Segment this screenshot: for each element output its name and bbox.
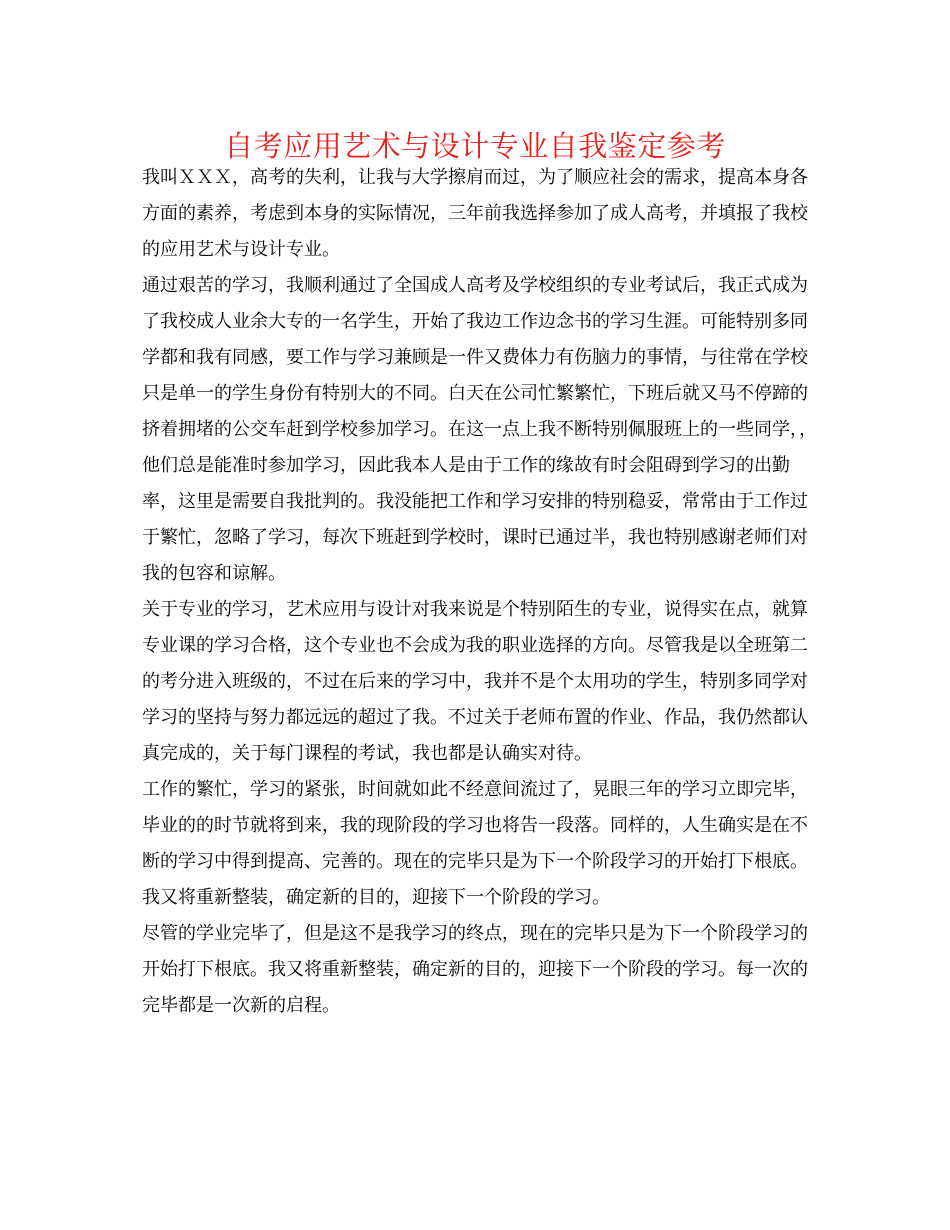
document-body bbox=[142, 160, 818, 1024]
paragraph-2: 通过艰苦的学习，我顺利通过了全国成人高考及学校组织的专业考试后，我正式成为了我校成人业余大专的一名学生，开始了我边工作边念书的学习生涯。可能特别多同学都和我有同感，要工作与学习兼顾是一件又费体力有伤脑力的事情，与往常在学校只是单一的学生身份有特别大的不同。白天在公司忙繁繁忙，下班后就又马不停蹄的挤着拥堵的公交车赶到学校参加学习。在这一点上我不断特别佩服班上的一些同学，，他们总是能准时参加学习，因此我本人是由于工作的缘故有时会阻碍到学习的出勤率，这里是需要自我批判的。我没能把工作和学习安排的特别稳妥，常常由于工作过于繁忙，忽略了学习，每次下班赶到学校时，课时已通过半，我也特别感谢老师们对我的包容和谅解。 bbox=[142, 275, 817, 584]
paragraph-4: 工作的繁忙，学习的紧张，时间就如此不经意间流过了，晃眼三年的学习立即完毕，毕业的的时节就将到来，我的现阶段的学习也将告一段落。同样的，人生确实是在不断的学习中得到提高、完善的。现在的完毕只是为下一个阶段学习的开始打下根底。我又将重新整装，确定新的目的，迎接下一个阶段的学习。 bbox=[142, 779, 808, 908]
paragraph-5: 尽管的学业完毕了，但是这不是我学习的终点，现在的完毕只是为下一个阶段学习的开始打下根底。我又将重新整装，确定新的目的，迎接下一个阶段的学习。每一次的完毕都是一次新的启程。 bbox=[142, 923, 808, 1016]
paragraph-1: 我叫ＸＸＸ，高考的失利，让我与大学擦肩而过，为了顺应社会的需求，提高本身各方面的素养，考虑到本身的实际情况，三年前我选择参加了成人高考，并填报了我校的应用艺术与设计专业。 bbox=[142, 167, 808, 260]
paragraph-3: 关于专业的学习，艺术应用与设计对我来说是个特别陌生的专业，说得实在点，就算专业课的学习合格，这个专业也不会成为我的职业选择的方向。尽管我是以全班第二的考分进入班级的，不过在后来的学习中，我并不是个太用功的学生，特别多同学对学习的坚持与努力都远远的超过了我。不过关于老师布置的作业、作品，我仍然都认真完成的，关于每门课程的考试，我也都是认确实对待。 bbox=[142, 599, 808, 764]
document-title: 自考应用艺术与设计专业自我鉴定参考 bbox=[224, 129, 726, 163]
